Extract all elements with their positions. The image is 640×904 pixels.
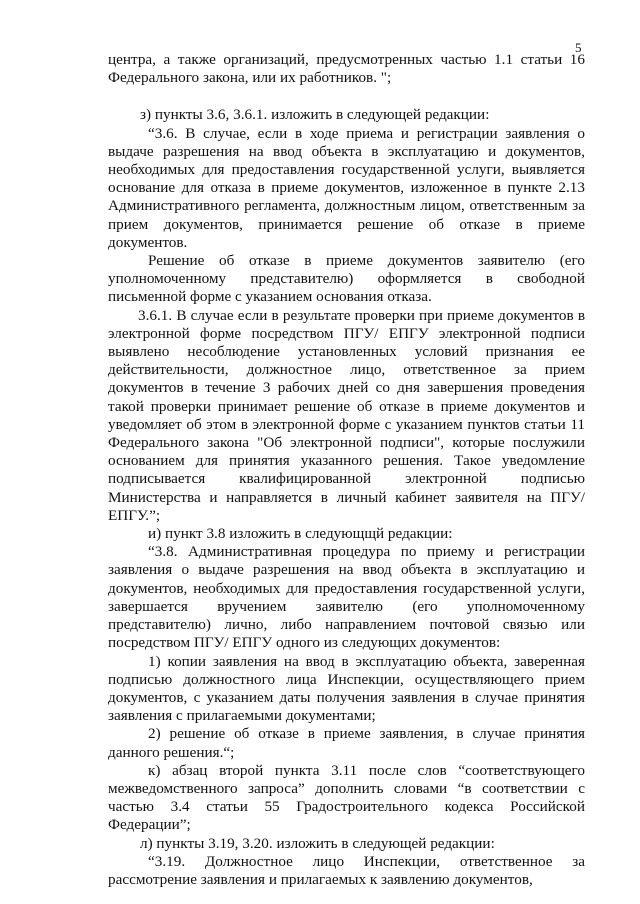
- paragraph-gap: [108, 87, 585, 106]
- paragraph-refusal-decision: Решение об отказе в приеме документов заявителю (его уполномоченному представителю) оформляется в свободной письменной форме с указанием основания отказа.: [108, 252, 585, 306]
- paragraph-list-item-1: 1) копии заявления на ввод в эксплуатацию объекта, заверенная подписью должностного лица Инспекции, осуществляющего прием документов, с указанием даты получения заявления в случае принятия заявления с прилагаемыми документами;: [108, 652, 585, 725]
- paragraph-list-item-2: 2) решение об отказе в приеме заявления, в случае принятия данного решения.“;: [108, 725, 585, 761]
- paragraph-clause-3-19: “3.19. Должностное лицо Инспекции, ответственное за рассмотрение заявления и прилагаемых к заявлению документов,: [108, 852, 585, 888]
- page-number: 5: [575, 40, 582, 55]
- document-body: [108, 51, 585, 889]
- paragraph-clause-3-8: “3.8. Административная процедура по приему и регистрации заявления о выдаче разрешения на ввод объекта в эксплуатацию и документов, необходимых для предоставления государственной услуги, завершается вручением заявителю (его уполномоченному представителю) лично, либо направлением почтовой связью или посредством ПГУ/ ЕПГУ одного из следующих документов:: [108, 543, 585, 652]
- paragraph-continuation: центра, а также организаций, предусмотренных частью 1.1 статьи 16 Федерального закона, или их работников. ";: [108, 51, 585, 87]
- paragraph-item-z: з) пункты 3.6, 3.6.1. изложить в следующей редакции:: [140, 106, 490, 124]
- paragraph-item-i: и) пункт 3.8 изложить в следующщй редакции:: [148, 525, 453, 543]
- paragraph-clause-3-6: “3.6. В случае, если в ходе приема и регистрации заявления о выдаче разрешения на ввод объекта в эксплуатацию и документов, необходимых для предоставления государственной услуги, выявляется основание для отказа в приеме документов, изложенное в пункте 2.13 Административного регламента, должностным лицом, ответственным за прием документов, принимается решение об отказе в приеме документов.: [108, 124, 585, 251]
- paragraph-clause-3-6-1: 3.6.1. В случае если в результате проверки при приеме документов в электронной форме посредством ПГУ/ ЕПГУ электронной подписи выявлено несоблюдение установленных условий признания ее действительности, должностное лицо, ответственное за прием документов в течение 3 рабочих дней со дня завершения проведения такой проверки принимает решение об отказе в приеме документов и уведомляет об этом в электронной форме с указанием пунктов статьи 11 Федерального закона "Об электронной подписи", которые послужили основанием для принятия указанного решения. Такое уведомление подписывается квалифицированной электронной подписью Министерства и направляется в личный кабинет заявителя на ПГУ/ ЕПГУ.”;: [108, 306, 585, 524]
- paragraph-item-k: к) абзац второй пункта 3.11 после слов “соответствующего межведомственного запроса” дополнить словами “в соответствии с частью 3.4 статьи 55 Градостроительного кодекса Российской Федерации”;: [108, 761, 585, 834]
- paragraph-item-l: л) пункты 3.19, 3.20. изложить в следующей редакции:: [140, 834, 495, 852]
